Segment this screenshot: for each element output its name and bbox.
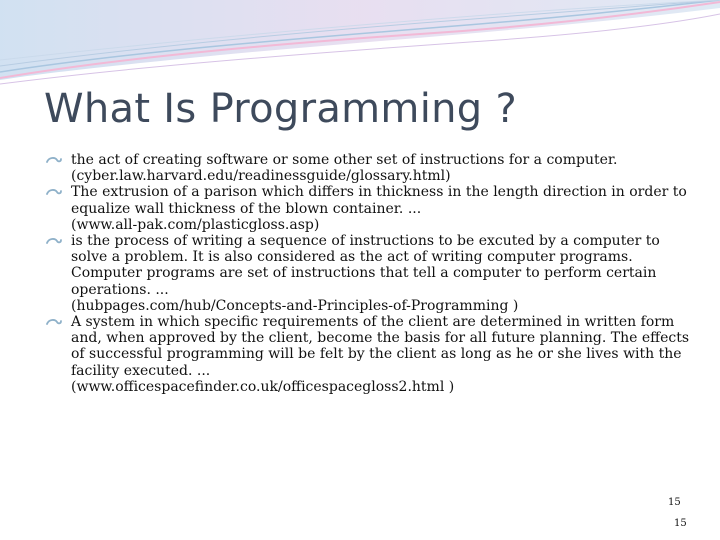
header-wave-decoration [0, 0, 720, 90]
source-open: ( [71, 378, 77, 395]
source-close: ) [445, 168, 451, 185]
swirl-bullet-icon [46, 188, 62, 197]
source-open: ( [71, 216, 77, 233]
item-source [71, 298, 518, 314]
item-source [71, 168, 451, 184]
source-open: ( [71, 297, 77, 314]
item-source [71, 217, 319, 233]
page-number: 15 [668, 497, 681, 508]
source-link[interactable]: hubpages.com/hub/Concepts-and-Principles-of-Programming [76, 297, 509, 314]
swirl-bullet-icon [46, 318, 62, 327]
item-source [71, 379, 454, 395]
swirl-bullet-icon [46, 156, 62, 165]
source-link[interactable]: cyber.law.harvard.edu/readinessguide/glossary.html [76, 168, 446, 185]
source-open: ( [71, 168, 77, 185]
page-number-footer: 15 [674, 518, 687, 529]
bullet-list [44, 152, 694, 395]
list-item [44, 233, 694, 314]
list-item [44, 152, 694, 184]
source-close: ) [508, 297, 519, 314]
source-link[interactable]: www.officespacefinder.co.uk/officespacegloss2.html [76, 378, 445, 395]
swirl-bullet-icon [46, 237, 62, 246]
list-item [44, 314, 694, 395]
list-item [44, 184, 694, 233]
item-text: the act of creating software or some other set of instructions for a computer. [71, 152, 618, 168]
item-text: is the process of writing a sequence of instructions to be excuted by a computer to solve a problem. It is also considered as the act of writing computer programs. Computer programs are set of instructions that tell a computer to perform certain operations. ... [71, 233, 660, 298]
item-text: The extrusion of a parison which differs in thickness in the length direction in order to equalize wall thickness of the blown container. ... [71, 184, 687, 217]
slide-title: What Is Programming ? [44, 86, 517, 132]
source-link[interactable]: www.all-pak.com/plasticgloss.asp [76, 216, 314, 233]
source-close: ) [444, 378, 455, 395]
item-text: A system in which specific requirements of the client are determined in written form and, when approved by the client, become the basis for all future planning. The effects of successful programming will be felt by the client as long as he or she lives with the facility executed. ... [71, 314, 690, 379]
source-close: ) [313, 216, 320, 233]
